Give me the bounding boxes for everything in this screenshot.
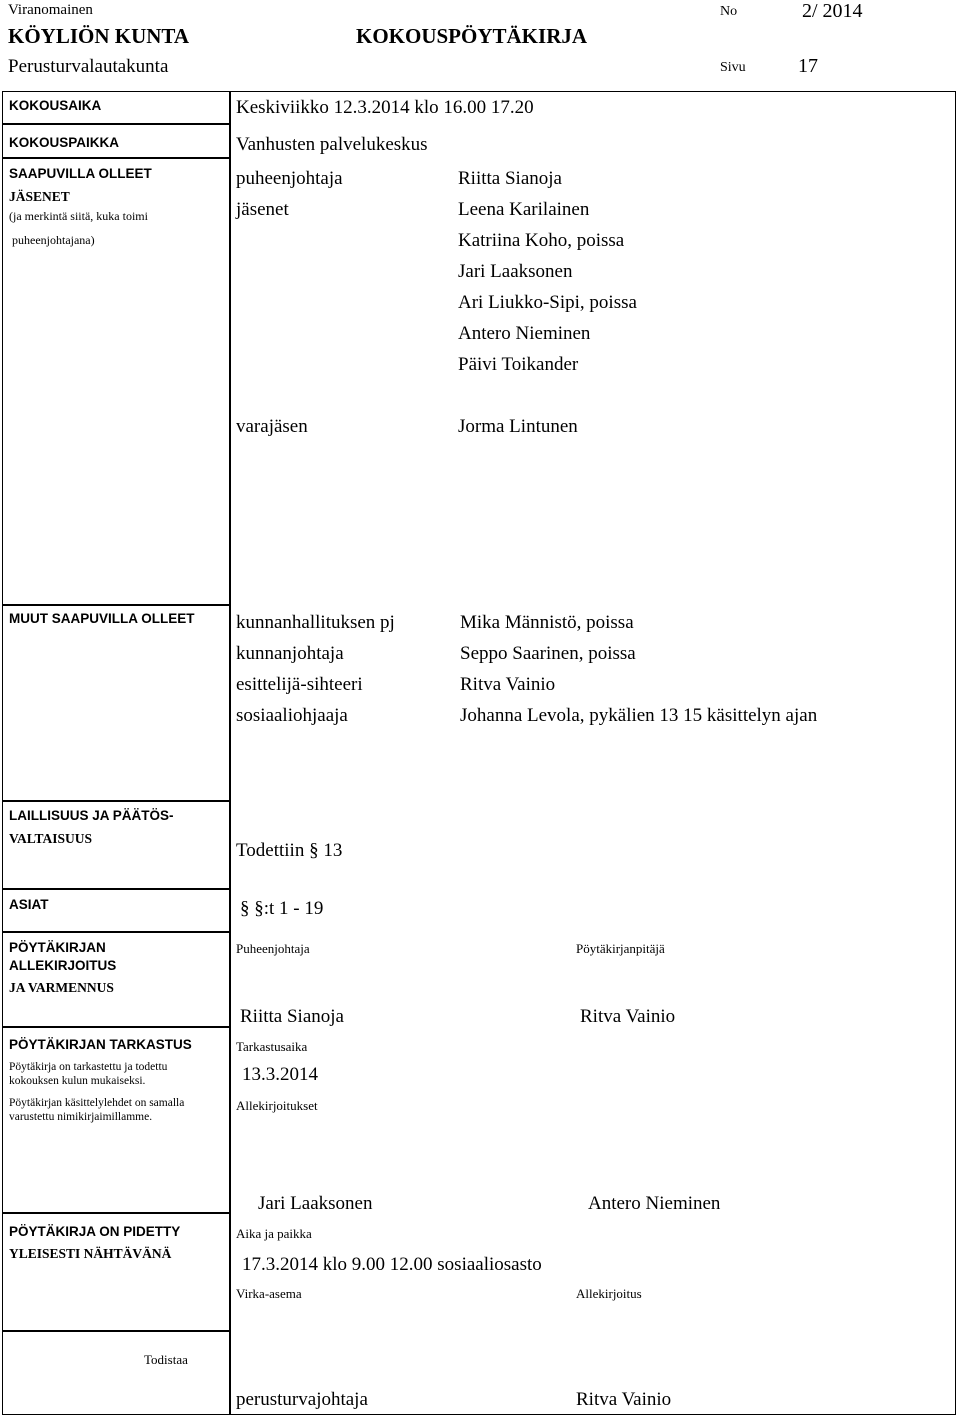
others-present-label: MUUT SAAPUVILLA OLLEET <box>9 611 195 626</box>
members-note: (ja merkintä siitä, kuka toimi <box>9 209 148 223</box>
row-divider <box>2 888 230 890</box>
deputy-name: Jorma Lintunen <box>458 416 578 437</box>
other-role: esittelijä-sihteeri <box>236 674 363 695</box>
signature-field-label: Allekirjoitus <box>576 1286 642 1301</box>
row-divider <box>2 157 230 159</box>
number-value: 2/ 2014 <box>802 0 863 22</box>
meeting-time-label: KOKOUSAIKA <box>9 98 102 113</box>
certifier-name: Ritva Vainio <box>576 1389 672 1410</box>
column-divider <box>229 91 231 1415</box>
page-value: 17 <box>798 55 818 77</box>
members-label: JÄSENET <box>9 189 70 204</box>
member-name: Leena Karilainen <box>458 199 590 220</box>
other-role: kunnanjohtaja <box>236 643 344 664</box>
member-name: Antero Nieminen <box>458 323 591 344</box>
document-frame <box>2 91 956 1415</box>
row-divider <box>2 1212 230 1214</box>
items-value: § §:t 1 - 19 <box>240 898 324 919</box>
signature-label: ALLEKIRJOITUS <box>9 958 117 973</box>
legality-label: VALTAISUUS <box>9 831 93 846</box>
role-chair: puheenjohtaja <box>236 168 343 189</box>
time-place-label: Aika ja paikka <box>236 1226 312 1241</box>
review-note: Pöytäkirja on tarkastettu ja todettu <box>9 1061 168 1073</box>
items-label: ASIAT <box>9 897 49 912</box>
meeting-time-value: Keskiviikko 12.3.2014 klo 16.00 17.20 <box>236 97 534 118</box>
row-divider <box>2 1330 230 1332</box>
secretary-label: Pöytäkirjanpitäjä <box>576 941 665 956</box>
chair-name: Riitta Sianoja <box>240 1006 344 1027</box>
member-name: Riitta Sianoja <box>458 168 562 189</box>
member-name: Katriina Koho, poissa <box>458 230 625 251</box>
public-display-label: YLEISESTI NÄHTÄVÄNÄ <box>9 1246 172 1261</box>
authority-label: Viranomainen <box>8 2 93 18</box>
row-divider <box>2 604 230 606</box>
member-name: Jari Laaksonen <box>458 261 573 282</box>
legality-label: LAILLISUUS JA PÄÄTÖS- <box>9 808 174 823</box>
legality-value: Todettiin § 13 <box>236 840 343 861</box>
position-label: Virka-asema <box>236 1286 302 1301</box>
other-name: Johanna Levola, pykälien 13 15 käsittelyn ajan <box>460 705 818 726</box>
meeting-place-label: KOKOUSPAIKKA <box>9 135 120 150</box>
role-deputy: varajäsen <box>236 416 308 437</box>
review-label: PÖYTÄKIRJAN TARKASTUS <box>9 1037 192 1052</box>
review-signatures-label: Allekirjoitukset <box>236 1098 318 1113</box>
certify-label: Todistaa <box>144 1352 188 1367</box>
position-value: perusturvajohtaja <box>236 1389 368 1410</box>
municipality-name: KÖYLIÖN KUNTA <box>8 24 190 48</box>
members-present-label: SAAPUVILLA OLLEET <box>9 166 152 181</box>
page-label: Sivu <box>720 60 746 75</box>
member-name: Ari Liukko-Sipi, poissa <box>458 292 637 313</box>
other-role: kunnanhallituksen pj <box>236 612 395 633</box>
review-date-value: 13.3.2014 <box>242 1064 318 1085</box>
secretary-name: Ritva Vainio <box>580 1006 676 1027</box>
signature-label: JA VARMENNUS <box>9 980 114 995</box>
other-name: Seppo Saarinen, poissa <box>460 643 636 664</box>
meeting-place-value: Vanhusten palvelukeskus <box>236 134 428 155</box>
number-label: No <box>720 4 738 19</box>
other-name: Mika Männistö, poissa <box>460 612 634 633</box>
reviewer-name: Antero Nieminen <box>588 1193 721 1214</box>
other-role: sosiaaliohjaaja <box>236 705 348 726</box>
time-place-value: 17.3.2014 klo 9.00 12.00 sosiaaliosasto <box>242 1254 542 1275</box>
row-divider <box>2 931 230 933</box>
signature-label: PÖYTÄKIRJAN <box>9 940 106 955</box>
row-divider <box>2 1026 230 1028</box>
review-note: kokouksen kulun mukaiseksi. <box>9 1075 146 1087</box>
row-divider <box>2 123 230 125</box>
document-type: KOKOUSPÖYTÄKIRJA <box>356 24 588 48</box>
members-note: puheenjohtajana) <box>12 233 95 247</box>
other-name: Ritva Vainio <box>460 674 556 695</box>
row-divider <box>2 800 230 802</box>
role-members: jäsenet <box>236 199 289 220</box>
public-display-label: PÖYTÄKIRJA ON PIDETTY <box>9 1224 181 1239</box>
board-name: Perusturvalautakunta <box>8 56 169 77</box>
review-note: Pöytäkirjan käsittelylehdet on samalla <box>9 1097 185 1109</box>
reviewer-name: Jari Laaksonen <box>258 1193 373 1214</box>
member-name: Päivi Toikander <box>458 354 579 375</box>
review-note: varustettu nimikirjaimillamme. <box>9 1111 153 1123</box>
review-date-label: Tarkastusaika <box>236 1039 308 1054</box>
chair-label: Puheenjohtaja <box>236 941 310 956</box>
